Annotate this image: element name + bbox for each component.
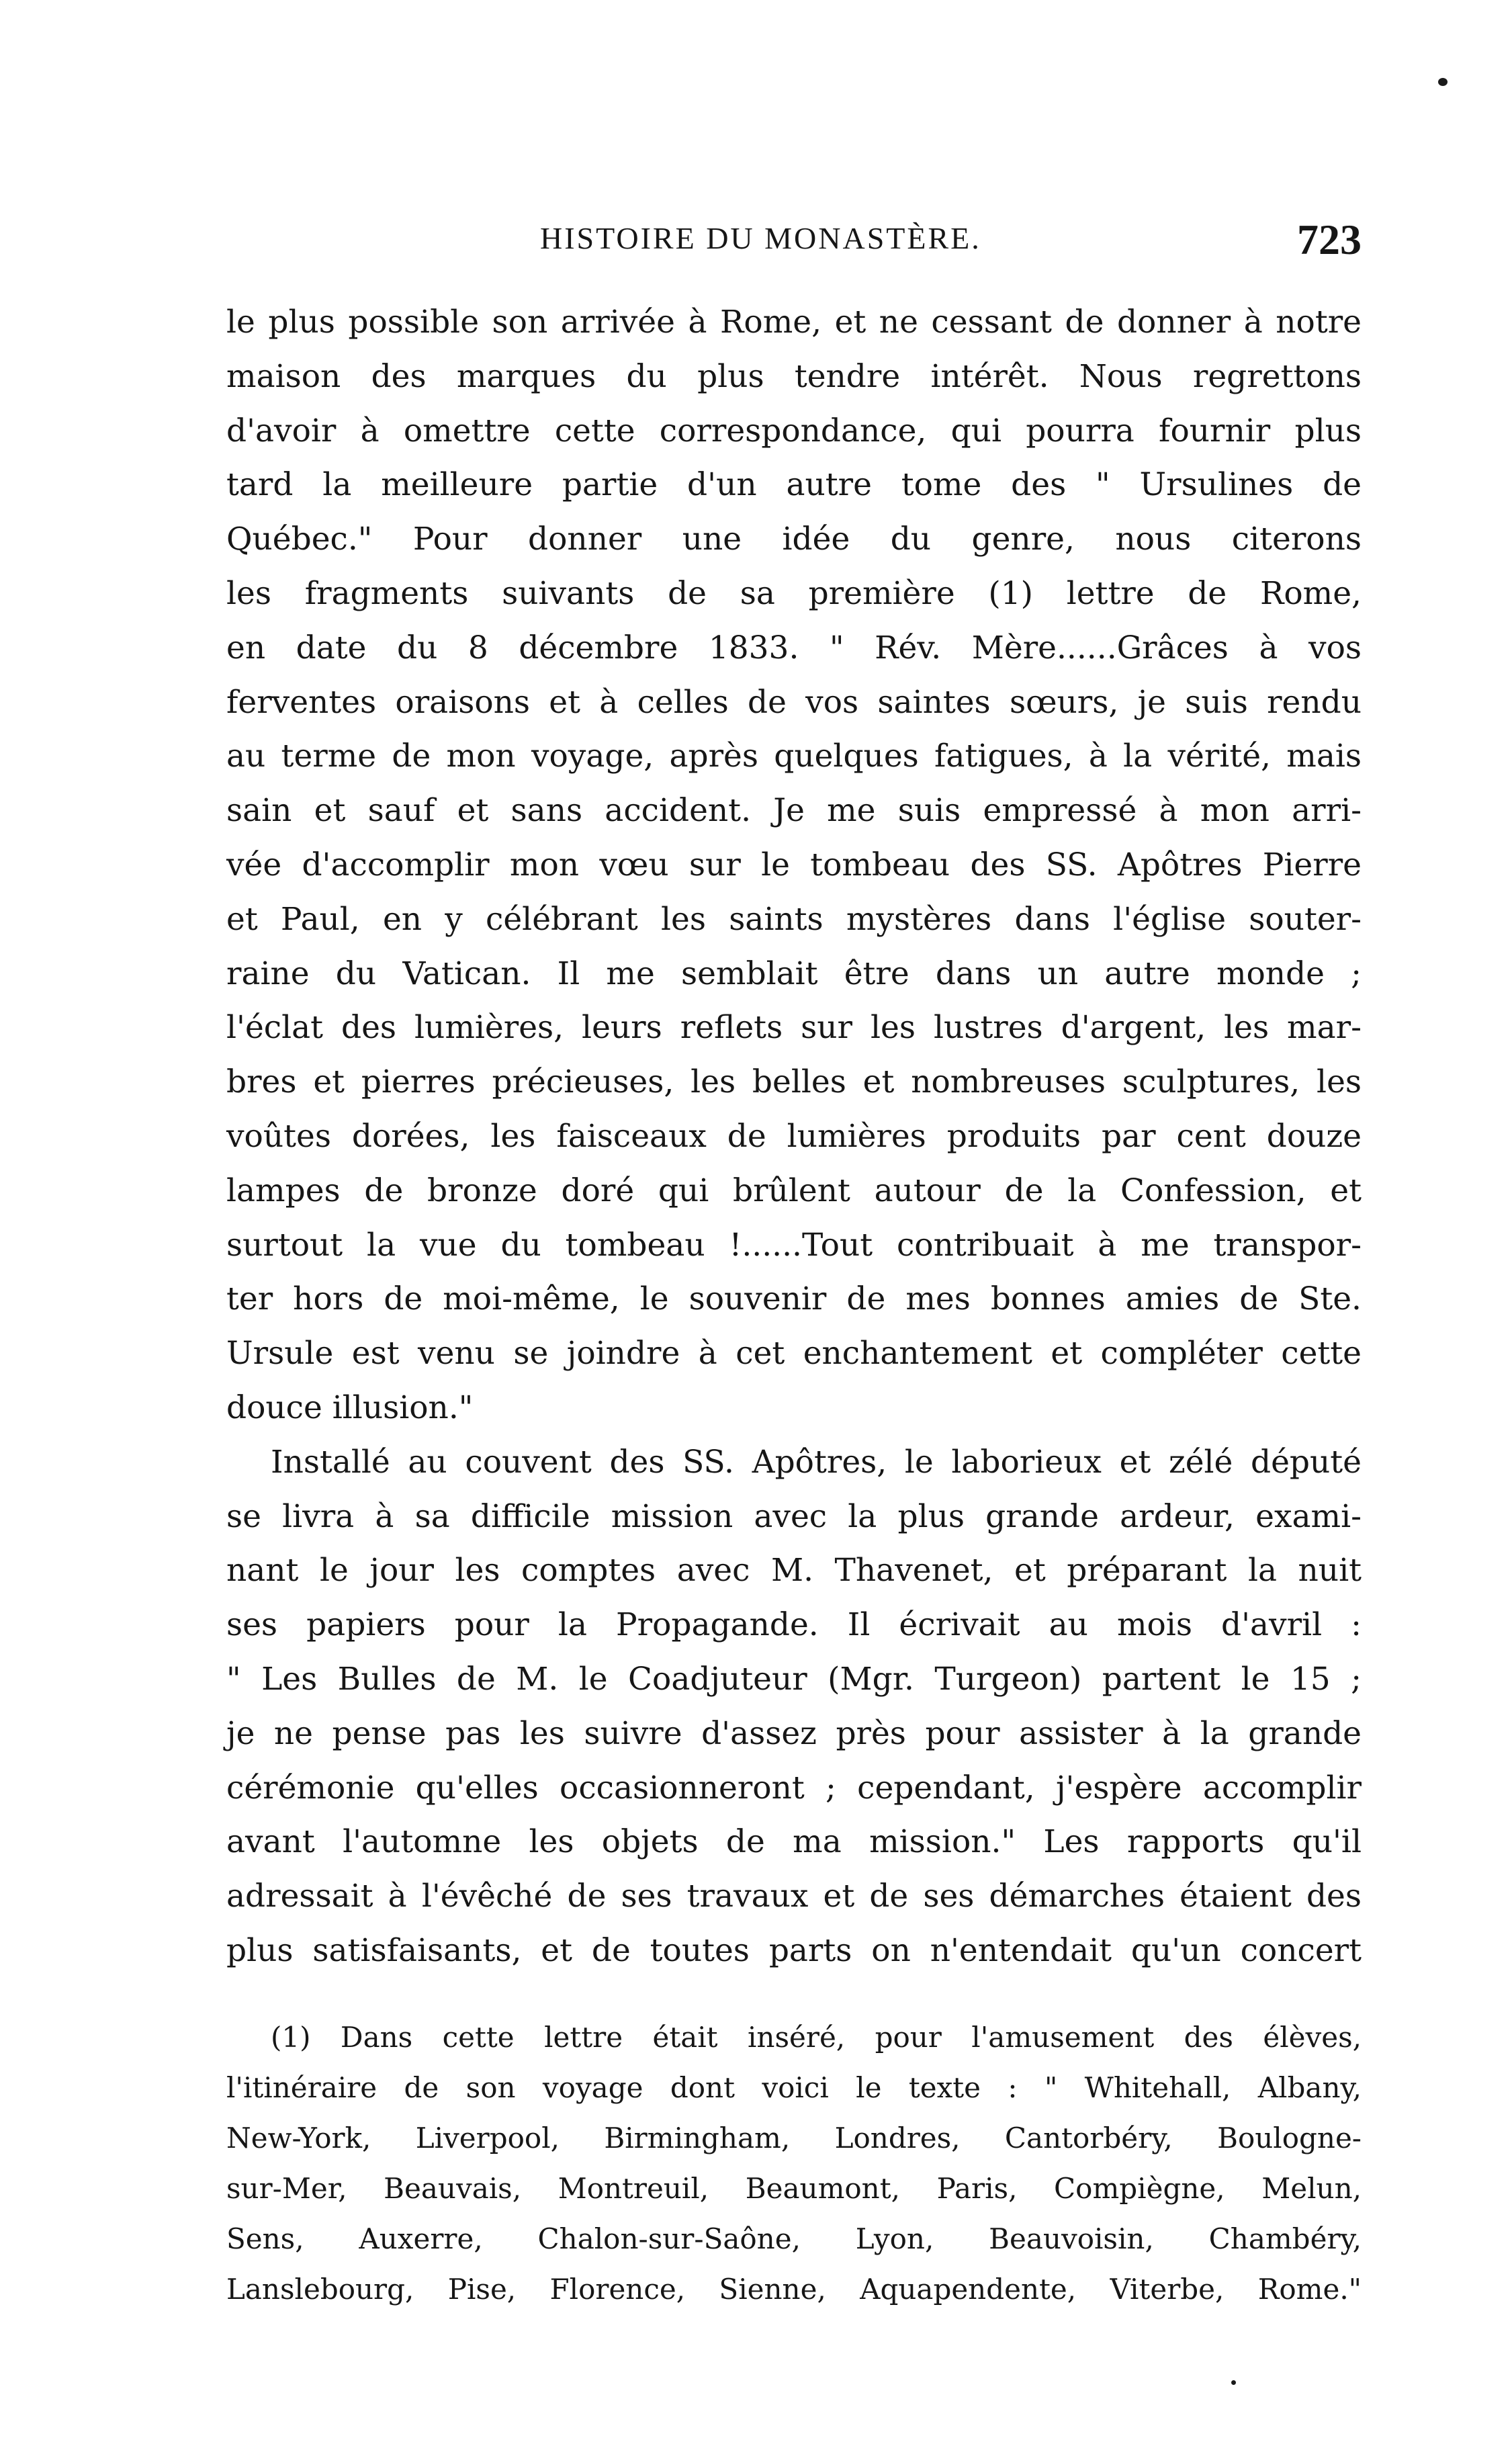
- text-line: cérémonie qu'elles occasionneront ; cependant, j'espère accomplir: [226, 1769, 1362, 1806]
- text-line: " Les Bulles de M. le Coadjuteur (Mgr. Turgeon) partent le 15 ;: [226, 1660, 1362, 1698]
- running-head: [226, 215, 1362, 269]
- text-line: d'avoir à omettre cette correspondance, qui pourra fournir plus: [226, 412, 1362, 449]
- footnote-line: l'itinéraire de son voyage dont voici le texte : " Whitehall, Albany,: [226, 2071, 1362, 2104]
- text-line: lampes de bronze doré qui brûlent autour de la Confession, et: [226, 1172, 1362, 1209]
- text-line: douce illusion.": [226, 1389, 474, 1426]
- footnote-line: sur-Mer, Beauvais, Montreuil, Beaumont, Paris, Compiègne, Melun,: [226, 2171, 1362, 2205]
- page-number: 723: [1297, 216, 1362, 263]
- text-line: nant le jour les comptes avec M. Thavenet, et préparant la nuit: [226, 1552, 1362, 1589]
- text-line: l'éclat des lumières, leurs reflets sur les lustres d'argent, les mar-: [226, 1009, 1362, 1047]
- text-line: les fragments suivants de sa première (1) lettre de Rome,: [226, 574, 1362, 612]
- text-line: voûtes dorées, les faisceaux de lumières produits par cent douze: [226, 1117, 1362, 1155]
- running-title: HISTOIRE DU MONASTÈRE.: [540, 221, 981, 255]
- text-line: Québec." Pour donner une idée du genre, nous citerons: [226, 521, 1362, 558]
- text-line: ses papiers pour la Propagande. Il écrivait au mois d'avril :: [226, 1606, 1362, 1644]
- text-line-paragraph-start: Installé au couvent des SS. Apôtres, le laborieux et zélé député: [271, 1443, 1362, 1481]
- text-line: raine du Vatican. Il me semblait être dans un autre monde ;: [226, 955, 1362, 992]
- text-line: le plus possible son arrivée à Rome, et ne cessant de donner à notre: [226, 304, 1362, 341]
- text-line: bres et pierres précieuses, les belles et nombreuses sculptures, les: [226, 1063, 1362, 1101]
- text-line: je ne pense pas les suivre d'assez près pour assister à la grande: [226, 1714, 1362, 1752]
- ink-speck: [1438, 78, 1448, 86]
- text-line: se livra à sa difficile mission avec la plus grande ardeur, exami-: [226, 1497, 1362, 1535]
- text-line: plus satisfaisants, et de toutes parts on n'entendait qu'un concert: [226, 1931, 1362, 1969]
- text-line: tard la meilleure partie d'un autre tome des " Ursulines de: [226, 466, 1362, 504]
- text-line: vée d'accomplir mon vœu sur le tombeau des SS. Apôtres Pierre: [226, 846, 1362, 883]
- text-line: sain et sauf et sans accident. Je me suis empressé à mon arri-: [226, 792, 1362, 830]
- ink-speck: [1231, 2380, 1236, 2385]
- main-text: [226, 296, 1362, 1978]
- footnote-line: (1) Dans cette lettre était inséré, pour l'amusement des élèves,: [271, 2020, 1362, 2054]
- text-line: adressait à l'évêché de ses travaux et de ses démarches étaient des: [226, 1878, 1362, 1915]
- text-line: ferventes oraisons et à celles de vos saintes sœurs, je suis rendu: [226, 683, 1362, 721]
- text-line: au terme de mon voyage, après quelques fatigues, à la vérité, mais: [226, 738, 1362, 775]
- text-line: avant l'automne les objets de ma mission." Les rapports qu'il: [226, 1823, 1362, 1861]
- text-line: surtout la vue du tombeau !......Tout contribuait à me transpor-: [226, 1226, 1362, 1264]
- footnote-line: New-York, Liverpool, Birmingham, Londres, Cantorbéry, Boulogne-: [226, 2121, 1362, 2154]
- text-line: ter hors de moi-même, le souvenir de mes bonnes amies de Ste.: [226, 1280, 1362, 1318]
- text-line: en date du 8 décembre 1833. " Rév. Mère......Grâces à vos: [226, 629, 1362, 666]
- text-line: Ursule est venu se joindre à cet enchantement et compléter cette: [226, 1335, 1362, 1372]
- text-block: [226, 296, 1362, 2314]
- footnote: [226, 2012, 1362, 2314]
- footnote-line: Sens, Auxerre, Chalon-sur-Saône, Lyon, Beauvoisin, Chambéry,: [226, 2222, 1362, 2255]
- text-line: et Paul, en y célébrant les saints mystères dans l'église souter-: [226, 900, 1362, 938]
- text-line: maison des marques du plus tendre intérêt. Nous regrettons: [226, 357, 1362, 395]
- footnote-line: Lanslebourg, Pise, Florence, Sienne, Aquapendente, Viterbe, Rome.": [226, 2272, 1362, 2306]
